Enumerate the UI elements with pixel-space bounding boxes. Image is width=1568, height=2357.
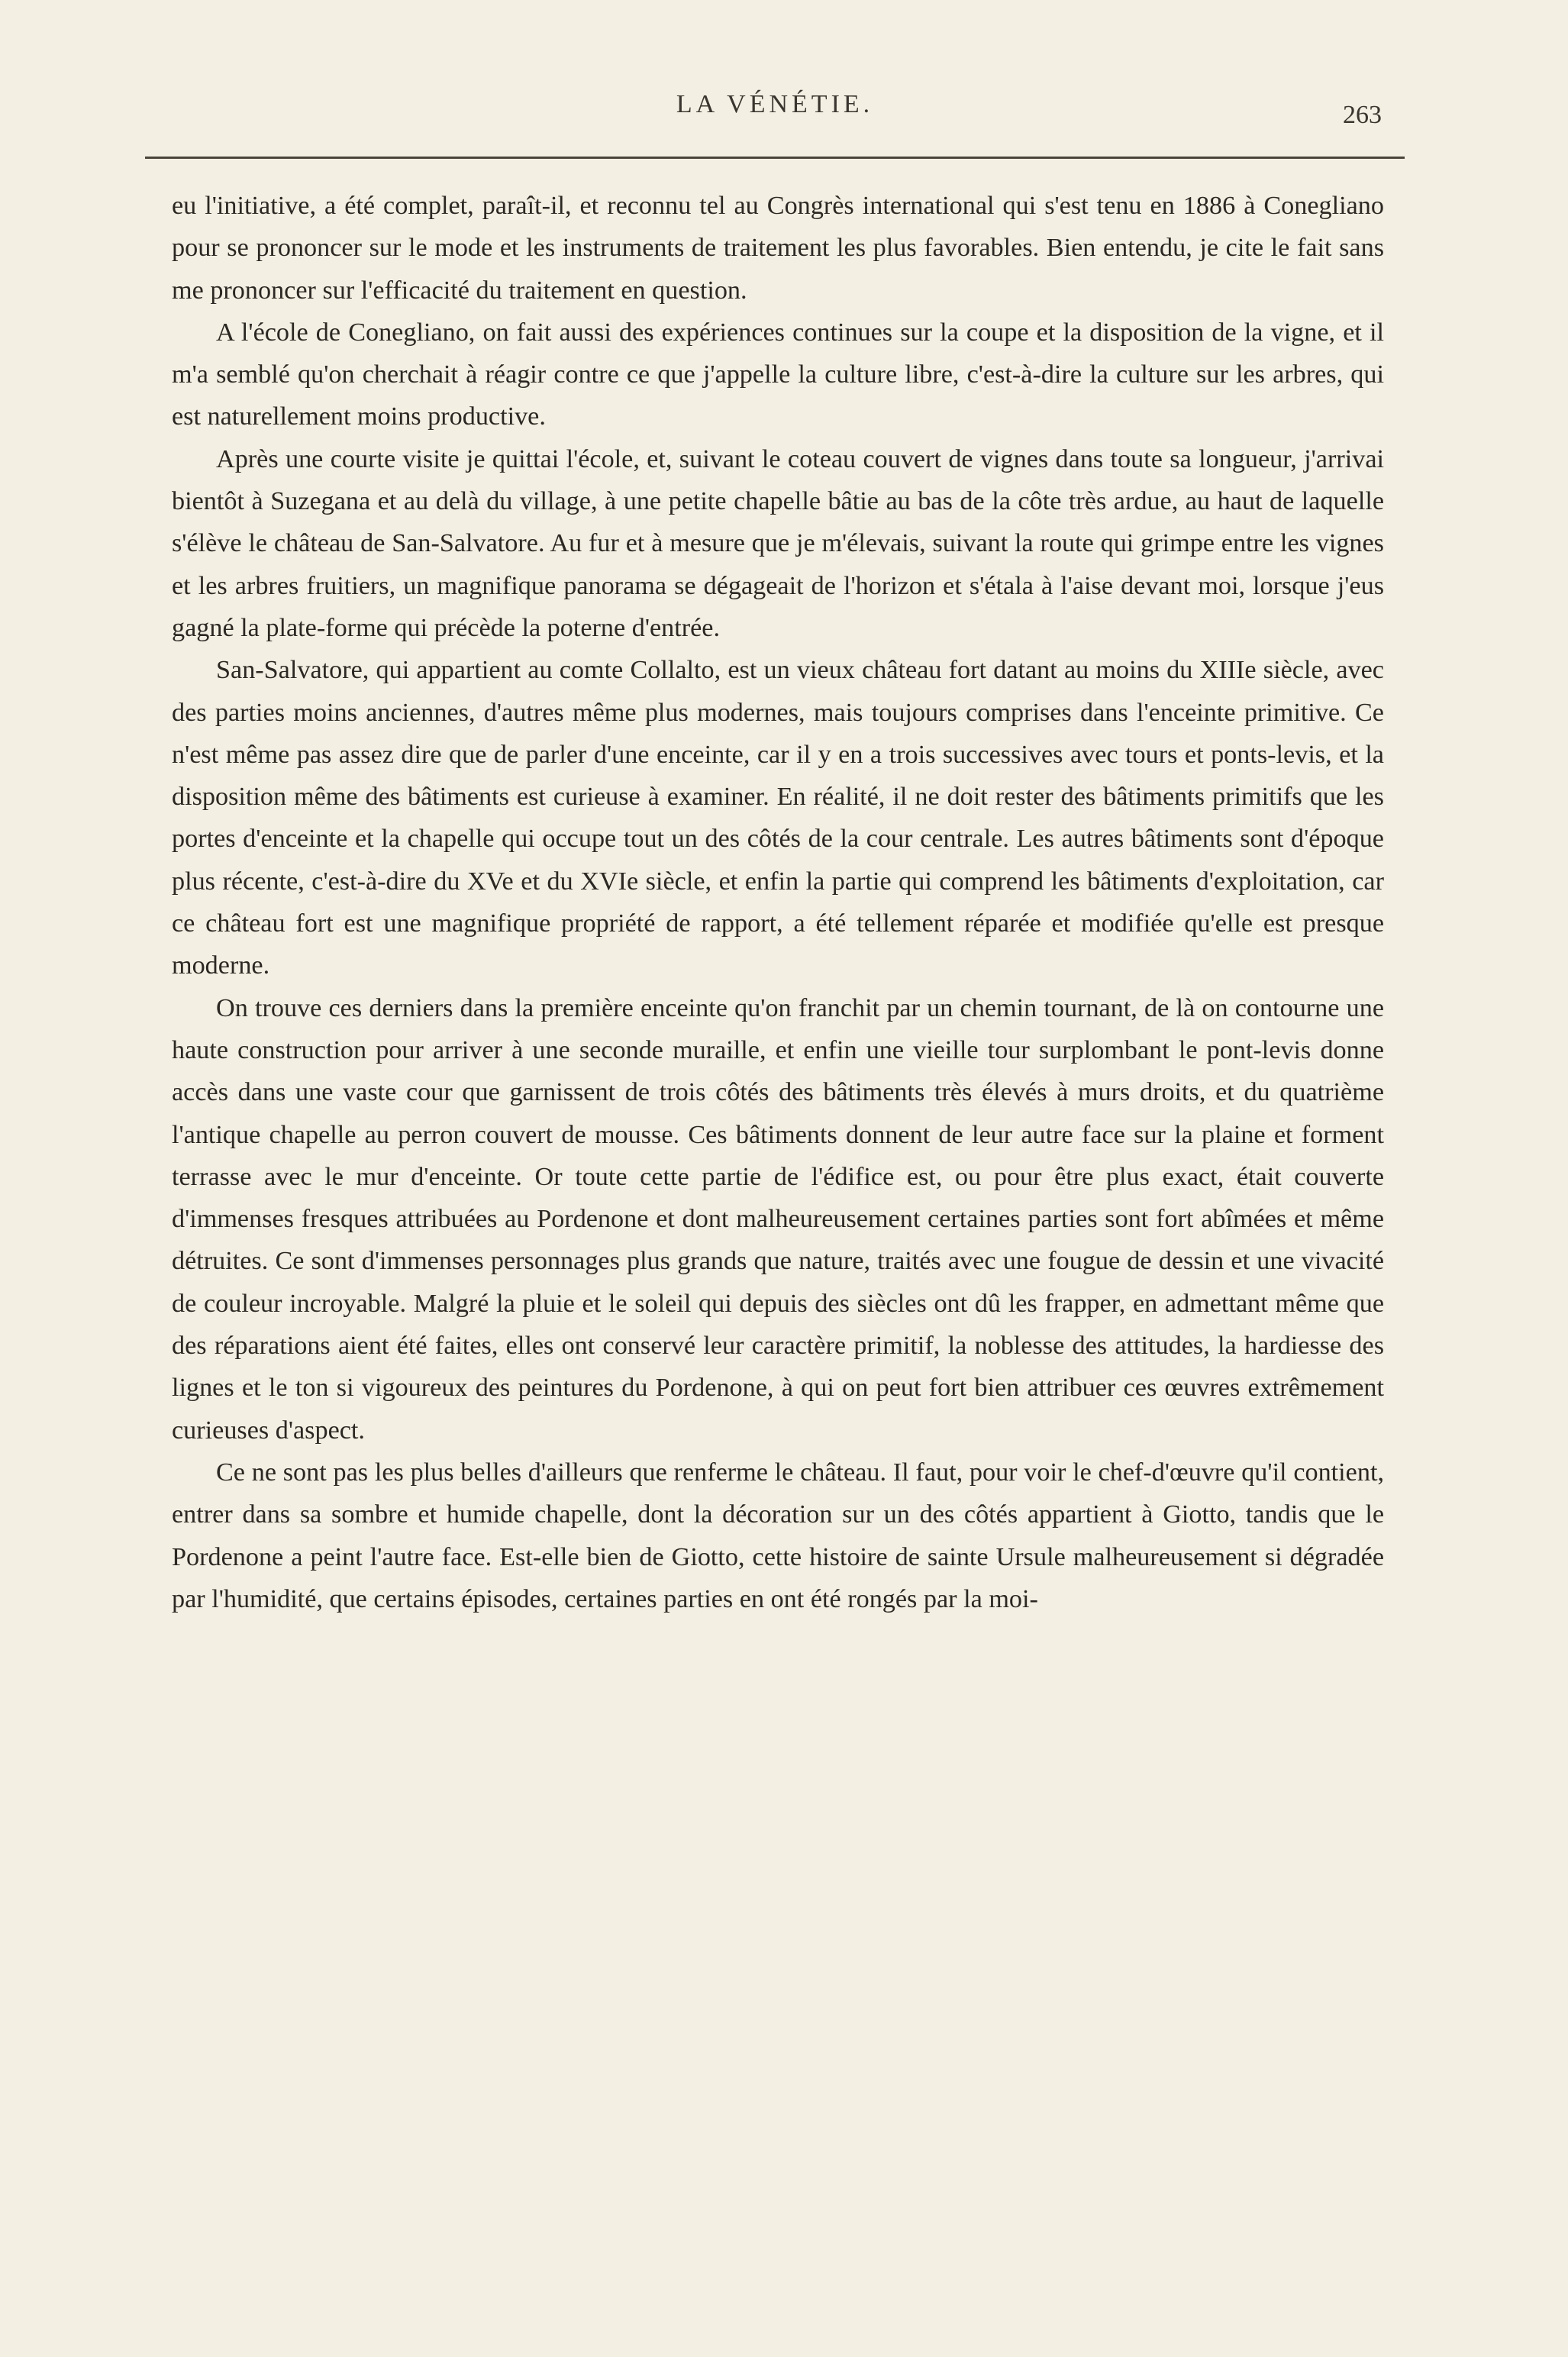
paragraph: On trouve ces derniers dans la première enceinte qu'on franchit par un chemin tournant, de là on contourne une haute construction pour arriver à une seconde muraille, et enfin une vieille tour surplombant le pont-levis donne accès dans une vaste cour que garnissent de trois côtés des bâtiments très élevés à murs droits, et du quatrième l'antique chapelle au perron couvert de mousse. Ces bâtiments donnent de leur autre face sur la plaine et forment terrasse avec le mur d'enceinte. Or toute cette partie de l'édifice est, ou pour être plus exact, était couverte d'immenses fresques attribuées au Pordenone et dont malheureusement certaines parties sont fort abîmées et même détruites. Ce sont d'immenses personnages plus grands que nature, traités avec une fougue de dessin et une vivacité de couleur incroyable. Malgré la pluie et le soleil qui depuis des siècles ont dû les frapper, en admettant même que des réparations aient été faites, elles ont conservé leur caractère primitif, la noblesse des attitudes, la hardiesse des lignes et le ton si vigoureux des peintures du Pordenone, à qui on peut fort bien attribuer ces œuvres extrêmement curieuses d'aspect. [172, 993, 1384, 1445]
paragraph: San-Salvatore, qui appartient au comte Collalto, est un vieux château fort datant au moins du XIIIe siècle, avec des parties moins anciennes, d'autres même plus modernes, mais toujours comprises dans l'enceinte primitive. Ce n'est même pas assez dire que de parler d'une enceinte, car il y en a trois successives avec tours et ponts-levis, et la disposition même des bâtiments est curieuse à examiner. En réalité, il ne doit rester des bâtiments primitifs que les portes d'enceinte et la chapelle qui occupe tout un des côtés de la cour centrale. Les autres bâtiments sont d'époque plus récente, c'est-à-dire du XVe et du XVIe siècle, et enfin la partie qui comprend les bâtiments d'exploitation, car ce château fort est une magnifique propriété de rapport, a été tellement réparée et modifiée qu'elle est presque moderne. [172, 656, 1384, 980]
paragraph: Après une courte visite je quittai l'école, et, suivant le coteau couvert de vignes dans toute sa longueur, j'arrivai bientôt à Suzegana et au delà du village, à une petite chapelle bâtie au bas de la côte très ardue, au haut de laquelle s'élève le château de San-Salvatore. Au fur et à mesure que je m'élevais, suivant la route qui grimpe entre les vignes et les arbres fruitiers, un magnifique panorama se dégageait de l'horizon et s'étala à l'aise devant moi, lorsque j'eus gagné la plate-forme qui précède la poterne d'entrée. [172, 444, 1384, 642]
page-header [145, 90, 1405, 136]
running-title: LA VÉNÉTIE. [676, 90, 874, 118]
paragraph: eu l'initiative, a été complet, paraît-il, et reconnu tel au Congrès international qui s'est tenu en 1886 à Conegliano pour se prononcer sur le mode et les instruments de traitement les plus favorables. Bien entendu, je cite le fait sans me prononcer sur l'efficacité du traitement en question. [172, 192, 1384, 305]
header-rule [145, 157, 1405, 159]
paragraph: A l'école de Conegliano, on fait aussi des expériences continues sur la coupe et la disposition de la vigne, et il m'a semblé qu'on cherchait à réagir contre ce que j'appelle la culture libre, c'est-à-dire la culture sur les arbres, qui est naturellement moins productive. [172, 318, 1384, 431]
page-number: 263 [1343, 101, 1382, 129]
paragraph: Ce ne sont pas les plus belles d'ailleurs que renferme le château. Il faut, pour voir le chef-d'œuvre qu'il contient, entrer dans sa sombre et humide chapelle, dont la décoration sur un des côtés appartient à Giotto, tandis que le Pordenone a peint l'autre face. Est-elle bien de Giotto, cette histoire de sainte Ursule malheureusement si dégradée par l'humidité, que certains épisodes, certaines parties en ont été rongés par la moi- [172, 1458, 1384, 1613]
body-text [172, 185, 1384, 1620]
